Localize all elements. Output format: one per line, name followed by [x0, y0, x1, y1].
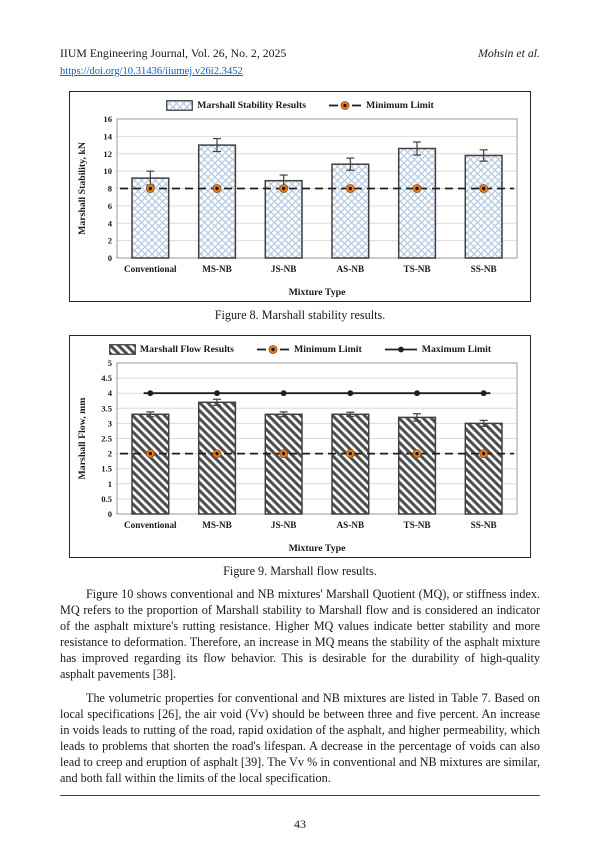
svg-text:SS-NB: SS-NB: [470, 264, 497, 274]
svg-text:TS-NB: TS-NB: [402, 264, 431, 274]
svg-text:2: 2: [107, 448, 112, 459]
svg-text:1.5: 1.5: [100, 463, 112, 474]
svg-text:14: 14: [102, 131, 112, 142]
page-header: [60, 46, 540, 79]
svg-text:10: 10: [102, 166, 112, 177]
figure-8-legend: [73, 97, 527, 113]
svg-text:16: 16: [102, 114, 112, 124]
legend-item: [109, 344, 234, 355]
svg-text:Conventional: Conventional: [123, 264, 177, 274]
svg-text:12: 12: [102, 148, 112, 159]
bar-pattern-swatch: [166, 100, 193, 111]
figure-9-caption: Figure 9. Marshall flow results.: [223, 564, 377, 578]
svg-text:Conventional: Conventional: [123, 520, 177, 530]
svg-text:Marshall Stability, kN: Marshall Stability, kN: [76, 142, 88, 235]
marshall-stability-chart: [75, 114, 526, 300]
svg-text:Mixture Type: Mixture Type: [288, 287, 345, 298]
svg-text:1: 1: [107, 478, 112, 489]
minimum-limit-swatch: [256, 344, 290, 355]
svg-text:SS-NB: SS-NB: [470, 520, 497, 530]
legend-label: Marshall Flow Results: [139, 343, 234, 355]
figure-9-legend: [73, 341, 527, 357]
marshall-flow-chart: [75, 358, 526, 556]
svg-text:4.5: 4.5: [100, 373, 112, 384]
page-number: 43: [294, 817, 306, 831]
legend-label: Marshall Stability Results: [197, 99, 307, 111]
paragraph-marshall-quotient: Figure 10 shows conventional and NB mixtures' Marshall Quotient (MQ), or stiffness index. MQ refers to the proportion of Marshall stability to Marshall flow and is considered an indicator of the asphalt mixture's rutting resistance. Higher MQ values indicate better stability and more resistance to deformation. Therefore, an increase in MQ means the stability of the asphalt mixture has improved regarding its flow behavior. This is desirable for the durability of high-quality asphalt pavements [38].: [60, 587, 540, 681]
svg-text:TS-NB: TS-NB: [402, 520, 431, 530]
legend-item: [384, 344, 491, 355]
svg-text:0.5: 0.5: [100, 493, 112, 504]
svg-text:8: 8: [107, 183, 112, 194]
svg-text:Marshall Flow, mm: Marshall Flow, mm: [76, 397, 88, 480]
doi-link[interactable]: https://doi.org/10.31436/iiumej.v26i2.3452: [60, 66, 243, 77]
svg-text:MS-NB: MS-NB: [201, 520, 232, 530]
svg-text:JS-NB: JS-NB: [270, 520, 296, 530]
legend-label: Minimum Limit: [294, 343, 362, 355]
svg-text:2.5: 2.5: [100, 433, 112, 444]
svg-text:0: 0: [107, 509, 112, 519]
figure-9-box: [69, 335, 531, 558]
svg-text:Mixture Type: Mixture Type: [288, 543, 345, 554]
legend-item: [328, 100, 434, 111]
bar-pattern-swatch: [109, 344, 136, 355]
running-authors: Mohsin et al.: [478, 46, 540, 60]
journal-title: IIUM Engineering Journal, Vol. 26, No. 2, 2025: [60, 46, 287, 60]
page-footer: [60, 795, 540, 832]
svg-text:4: 4: [107, 218, 112, 229]
figure-8-caption: Figure 8. Marshall stability results.: [214, 308, 386, 322]
svg-text:2: 2: [107, 235, 112, 246]
svg-text:AS-NB: AS-NB: [336, 264, 364, 274]
maximum-limit-swatch: [384, 344, 418, 355]
svg-text:MS-NB: MS-NB: [201, 264, 232, 274]
svg-text:AS-NB: AS-NB: [336, 520, 364, 530]
legend-item: [256, 344, 362, 355]
legend-item: [166, 100, 306, 111]
svg-text:5: 5: [107, 358, 112, 368]
svg-text:6: 6: [107, 200, 112, 211]
svg-text:JS-NB: JS-NB: [270, 264, 296, 274]
figure-8-box: [69, 91, 531, 302]
svg-text:3.5: 3.5: [100, 403, 112, 414]
legend-label: Minimum Limit: [366, 99, 434, 111]
minimum-limit-swatch: [328, 100, 362, 111]
svg-text:0: 0: [107, 253, 112, 263]
svg-text:3: 3: [107, 418, 112, 429]
svg-text:4: 4: [107, 388, 112, 399]
footer-divider: [60, 795, 540, 796]
legend-label: Maximum Limit: [421, 343, 492, 355]
paragraph-volumetric-properties: The volumetric properties for conventional and NB mixtures are listed in Table 7. Based on local specifications [26], the air void (Vv) should be between three and five percent. An increase in voids leads to rutting of the road, rapid oxidation of the asphalt, and higher permeability, which leads to problems that shorten the road's lifespan. A decrease in the percentage of voids can also lead to creep and eruption of asphalt [39]. The Vv % in conventional and NB mixtures are similar, and both fall within the limits of the local specification.: [60, 691, 540, 785]
